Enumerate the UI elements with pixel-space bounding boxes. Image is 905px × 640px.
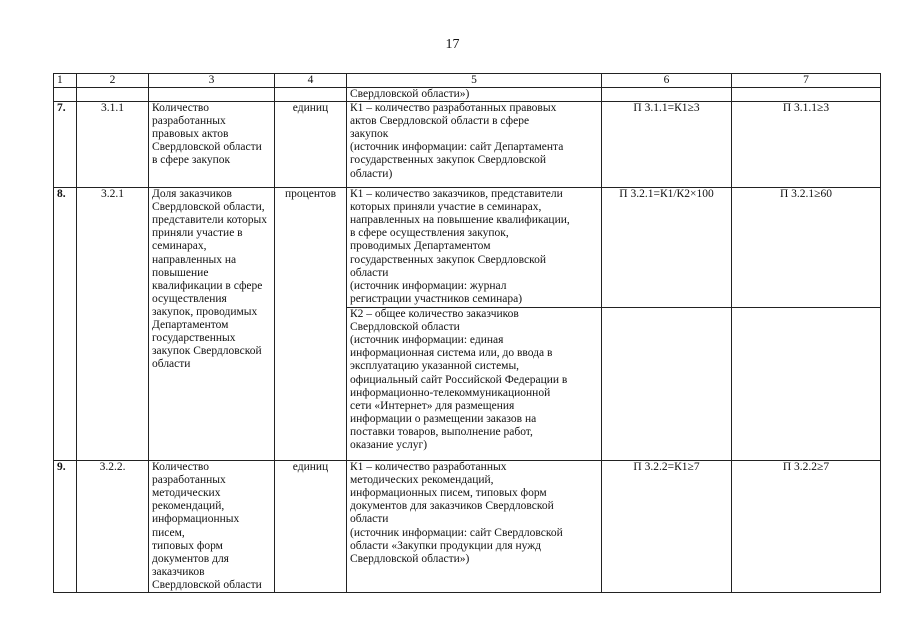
row-number: 8. [54,188,77,461]
page-number: 17 [445,37,460,52]
column-number: 5 [347,74,602,88]
formula: П 3.1.1=К1≥3 [602,102,732,188]
unit: единиц [275,461,347,593]
indicator-code: 3.1.1 [77,102,149,188]
continuation-row [54,88,881,102]
indicator-code: 3.2.2. [77,461,149,593]
target-value: П 3.2.1≥60 [732,188,881,308]
column-number: 7 [732,74,881,88]
formula: П 3.2.2=К1≥7 [602,461,732,593]
column-numbers-row [54,74,881,88]
column-number: 1 [54,74,77,88]
table-row [54,102,881,188]
formula: П 3.2.1=К1/К2×100 [602,188,732,308]
column-number: 2 [77,74,149,88]
unit: единиц [275,102,347,188]
indicator-name: Доля заказчиков Свердловской области, представители которых приняли участие в семинарах, направленных на повышение квалификации в сфере осуществления закупок, проводимых Департаментом государственных закупок Свердловской области [149,188,275,461]
target-value: П 3.1.1≥3 [732,102,881,188]
indicator-code: 3.2.1 [77,188,149,461]
indicators-table [53,73,881,593]
indicator-name: Количество разработанных правовых актов Свердловской области в сфере закупок [149,102,275,188]
unit: процентов [275,188,347,461]
table-row [54,461,881,593]
component-description: К2 – общее количество заказчиков Свердловской области (источник информации: единая информационная система или, до ввода в эксплуатацию указанной системы, официальный сайт Российской Федерации в информационно-телекоммуникационной сети «Интернет» для размещения информации о размещении заказов на поставки товаров, выполнение работ, оказание услуг) [347,308,602,461]
row-number: 7. [54,102,77,188]
component-description: К1 – количество разработанных методических рекомендаций, информационных писем, типовых форм документов для заказчиков Свердловской области (источник информации: сайт Свердловской области «Закупки продукции для нужд Свердловской области») [347,461,602,593]
component-description: К1 – количество заказчиков, представители которых приняли участие в семинарах, направленных на повышение квалификации, в сфере осуществления закупок, проводимых Департаментом государственных закупок Свердловской области (источник информации: журнал регистрации участников семинара) [347,188,602,308]
indicator-name: Количество разработанных методических рекомендаций, информационных писем, типовых форм документов для заказчиков Свердловской области [149,461,275,593]
continuation-text: Свердловской области») [347,88,602,102]
column-number: 6 [602,74,732,88]
column-number: 4 [275,74,347,88]
target-value: П 3.2.2≥7 [732,461,881,593]
column-number: 3 [149,74,275,88]
row-number: 9. [54,461,77,593]
component-description: К1 – количество разработанных правовых актов Свердловской области в сфере закупок (источник информации: сайт Департамента государственных закупок Свердловской области) [347,102,602,188]
table-row [54,188,881,308]
